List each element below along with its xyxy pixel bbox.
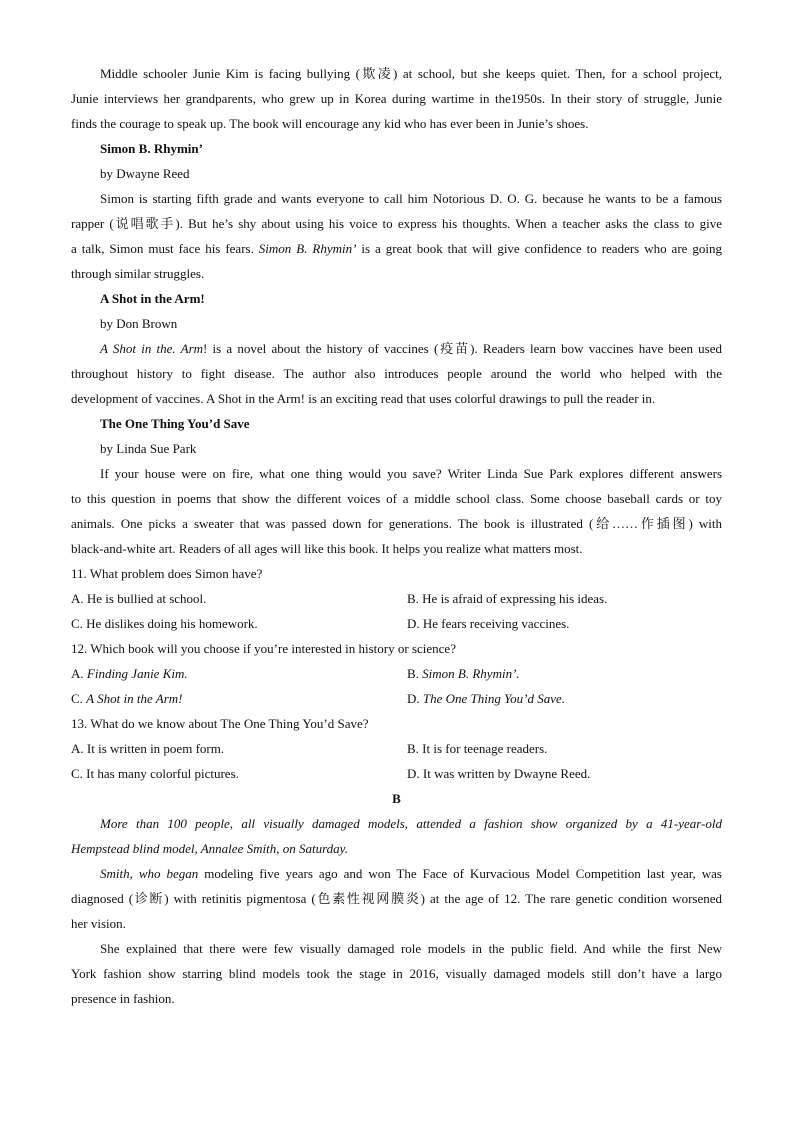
passage-b-paragraph [71, 936, 722, 1011]
text-line: finds the courage to speak up. The book will encourage any kid who has ever been in Junie’s shoes. [71, 116, 589, 131]
book-title: The One Thing You’d Save [100, 416, 250, 431]
exam-page [71, 61, 722, 1011]
text-line: Simon is starting fifth grade and wants everyone to call him Notorious D. O. G. because he wants to be a famous [100, 191, 722, 206]
option-d[interactable]: D. It was written by Dwayne Reed. [407, 766, 591, 781]
text-line: a talk, Simon must face his fears. Simon B. Rhymin’ is a great book that will give confidence to readers who are going [71, 241, 722, 256]
option-a[interactable]: A. He is bullied at school. [71, 591, 207, 606]
book-title-inline: Simon B. Rhymin’ [258, 241, 357, 256]
option-b[interactable]: B. He is afraid of expressing his ideas. [407, 591, 608, 606]
text-line: animals. One picks a sweater that was passed down for generations. The book is illustrated (给……作插图) with [71, 516, 722, 531]
question-stem: 11. What problem does Simon have? [71, 566, 263, 581]
text-line: development of vaccines. A Shot in the Arm! is an exciting read that uses colorful drawings to pull the reader in. [71, 391, 656, 406]
option-a-text: Finding Janie Kim. [86, 666, 188, 681]
book-title: Simon B. Rhymin’ [100, 141, 203, 156]
book-description [71, 186, 722, 286]
text-line: Hempstead blind model, Annalee Smith, on Saturday. [71, 841, 348, 856]
text-line: Junie interviews her grandparents, who grew up in Korea during wartime in the1950s. In their story of struggle, Junie [71, 91, 722, 106]
option-d[interactable]: D. The One Thing You’d Save. [407, 691, 566, 706]
book-author: by Dwayne Reed [100, 166, 190, 181]
question-stem: 12. Which book will you choose if you’re interested in history or science? [71, 641, 456, 656]
option-b[interactable]: B. It is for teenage readers. [407, 741, 548, 756]
book-description [71, 336, 722, 411]
text-line: throughout history to fight disease. The author also introduces people around the world who helped with the [71, 366, 722, 381]
question-stem: 13. What do we know about The One Thing You’d Save? [71, 716, 369, 731]
option-c[interactable]: C. It has many colorful pictures. [71, 766, 239, 781]
option-c[interactable]: C. He dislikes doing his homework. [71, 616, 258, 631]
option-d-text: The One Thing You’d Save. [422, 691, 566, 706]
option-row [71, 761, 722, 786]
option-row [71, 736, 722, 761]
book-author: by Linda Sue Park [100, 441, 197, 456]
text-line: black-and-white art. Readers of all ages will like this book. It helps you realize what matters most. [71, 541, 583, 556]
text-line: If your house were on fire, what one thing would you save? Writer Linda Sue Park explores different answers [100, 466, 722, 481]
book-title-inline: A Shot in the. Arm [100, 341, 204, 356]
passage-b-paragraph [71, 861, 722, 936]
option-c-text: A Shot in the Arm! [86, 691, 183, 706]
text-line: She explained that there were few visually damaged role models in the public field. And while the first New [100, 941, 722, 956]
section-heading: B [392, 791, 401, 806]
text-line: More than 100 people, all visually damaged models, attended a fashion show organized by a 41-year-old [100, 816, 722, 831]
option-row [71, 686, 722, 711]
intro-paragraph [71, 61, 722, 136]
italic-lead: Smith, who began [100, 866, 199, 881]
book-author: by Don Brown [100, 316, 178, 331]
passage-b-paragraph [71, 811, 722, 861]
text-line: diagnosed (诊断) with retinitis pigmentosa (色素性视网膜炎) at the age of 12. The rare genetic condition worsened [71, 891, 722, 906]
option-a[interactable]: A. Finding Janie Kim. [71, 666, 188, 681]
text-line: to this question in poems that show the different voices of a middle school class. Some choose baseball cards or toy [71, 491, 722, 506]
option-row [71, 661, 722, 686]
text-line: her vision. [71, 916, 126, 931]
text-line: A Shot in the. Arm! is a novel about the history of vaccines (疫苗). Readers learn bow vaccines have been used [100, 341, 723, 356]
option-c[interactable]: C. A Shot in the Arm! [71, 691, 183, 706]
book-title: A Shot in the Arm! [100, 291, 205, 306]
option-d[interactable]: D. He fears receiving vaccines. [407, 616, 570, 631]
text-line: Smith, who began modeling five years ago and won The Face of Kurvacious Model Competition last year, was [100, 866, 722, 881]
option-row [71, 611, 722, 636]
text-line: through similar struggles. [71, 266, 205, 281]
text-line: York fashion show starring blind models took the stage in 2016, visually damaged models still don’t have a largo [71, 966, 722, 981]
option-a[interactable]: A. It is written in poem form. [71, 741, 225, 756]
option-row [71, 586, 722, 611]
option-b[interactable]: B. Simon B. Rhymin’. [407, 666, 520, 681]
book-description [71, 461, 722, 561]
option-b-text: Simon B. Rhymin’. [422, 666, 520, 681]
text-line: rapper (说唱歌手). But he’s shy about using his voice to express his thoughts. When a teacher asks the class to give [71, 216, 722, 231]
text-line: presence in fashion. [71, 991, 175, 1006]
text-line: Middle schooler Junie Kim is facing bullying (欺凌) at school, but she keeps quiet. Then, for a school project, [100, 66, 722, 81]
